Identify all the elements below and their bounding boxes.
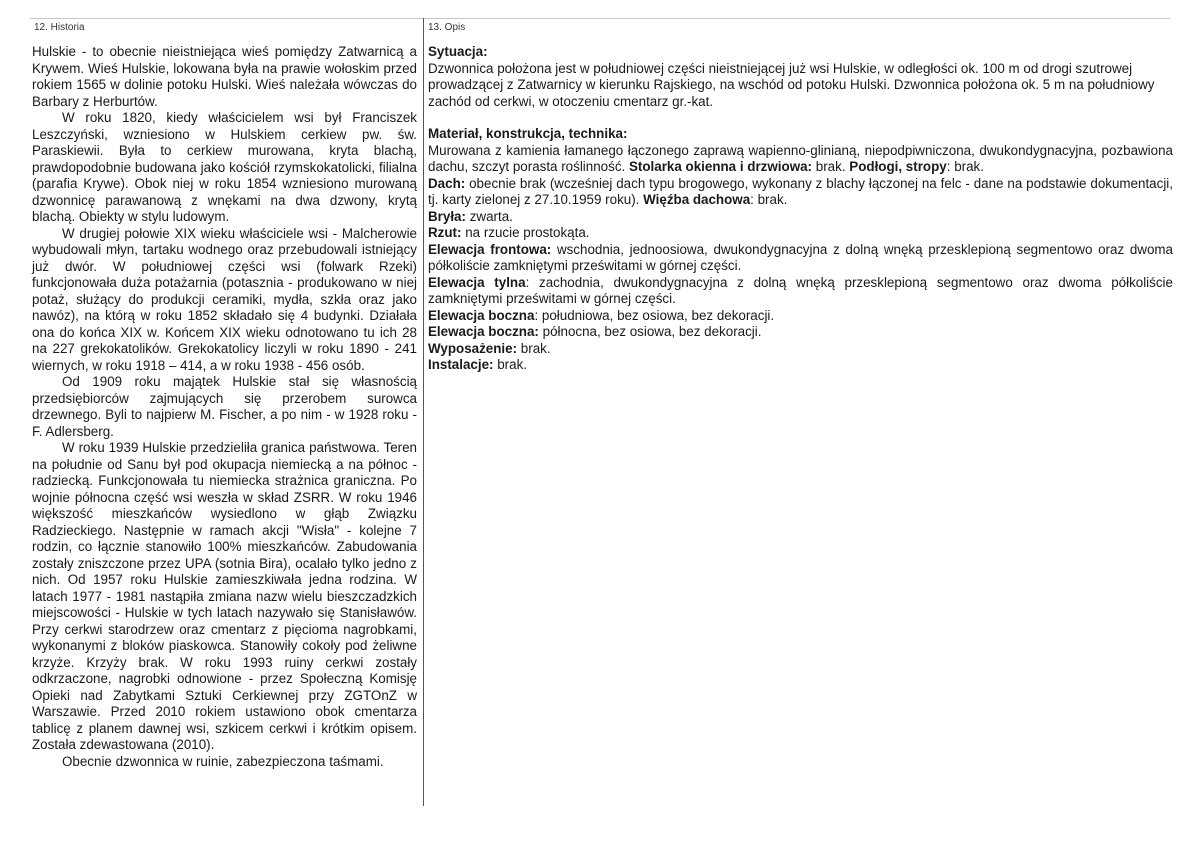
equipment-entry: Wyposażenie: brak. <box>428 340 551 356</box>
section-header-history: 12. Historia <box>34 22 85 33</box>
rear-elevation-entry: Elewacja tylna: zachodnia, dwukondygnacyjna z dolną wnęką przesklepioną segmentowo oraz dwoma półkoliście zamkniętymi prześwitami w górnej części. <box>428 274 1173 306</box>
roof-entry: Dach: obecnie brak (wcześniej dach typu brogowego, wykonany z blachy łączonej na felc - dane na podstawie dokumentacji, tj. karty zielonej z 27.10.1959 roku). Więźba dachowa: brak. <box>428 175 1173 207</box>
floors-text: : brak. <box>946 159 984 174</box>
section-header-description: 13. Opis <box>428 22 466 33</box>
joinery-label: Stolarka okienna i drzwiowa: <box>628 159 813 174</box>
top-rule <box>30 18 1170 19</box>
floors-label: Podłogi, stropy <box>849 159 947 174</box>
situation-heading: Sytuacja: <box>428 44 488 59</box>
truss-label: Więźba dachowa <box>643 192 751 207</box>
plan-entry: Rzut: na rzucie prostokąta. <box>428 225 590 240</box>
side-elevation-north-entry: Elewacja boczna: północna, bez osiowa, bez dekoracji. <box>428 324 762 339</box>
history-paragraph: Hulskie - to obecnie nieistniejąca wieś pomiędzy Zatwarnicą a Krywem. Wieś Hulskie, lokowana była na prawie wołoskim przed rokiem 1565 w dolinie potoku Hulski. Wieś należała wówczas do Barbary z Herburtów. <box>32 44 417 109</box>
column-divider <box>423 18 424 806</box>
history-paragraph: Obecnie dzwonnica w ruinie, zabezpieczona taśmami. <box>62 753 384 769</box>
history-paragraph: W roku 1939 Hulskie przedzieliła granica państwowa. Teren na południe od Sanu był pod okupacja niemiecką a na północ - radziecką. Funkcjonowała tu niemiecka strażnica graniczna. Po wojnie północna część wsi weszła w skład ZSRR. W roku 1946 większość mieszkańców wysiedlono w głąb Związku Radzieckiego. Następnie w ramach akcji "Wisła" - kolejne 7 rodzin, co łącznie stanowiło 100% mieszkańców. Zabudowania zostały zniszczone przez UPA (sotnia Bira), ocalało tylko jedno z nich. Od 1957 roku Hulskie zamieszkiwała jedna rodzina. W latach 1977 - 1981 nastąpiła zmiana nazw wielu bieszczadzkich miejscowości - Hulskie w tych latach nazywało się Stanisławów. Przy cerkwi starodrzew oraz cmentarz z pięcioma nagrobkami, wykonanymi z bloków piaskowca. Stanowiły cokoły pod żeliwne krzyże. Krzyży brak. W roku 1993 ruiny cerkwi zostały odkrzaczone, nagrobki odnowione - przez Społeczną Komisję Opieki nad Zabytkami Sztuki Cerkiewnej przy ZGTOnZ w Warszawie. Przed 2010 rokiem ustawiono obok cmentarza tablicę z planem dawnej wsi, szkicem cerkwi i krótkim opisem. Została zdewastowana (2010). <box>32 440 417 752</box>
history-paragraph: Od 1909 roku majątek Hulskie stał się własnością przedsiębiorców zajmujących się przerobem surowca drzewnego. Byli to najpierw M. Fischer, a po nim - w 1928 roku - F. Adlersberg. <box>32 374 417 439</box>
front-elevation-entry: Elewacja frontowa: wschodnia, jednoosiowa, dwukondygnacyjna z dolną wnęką przesklepioną segmentowo oraz dwoma półkoliście zamkniętymi prześwitami w górnej części. <box>428 241 1173 273</box>
side-elevation-south-entry: Elewacja boczna: południowa, bez osiowa, bez dekoracji. <box>428 307 775 323</box>
history-column <box>32 44 417 770</box>
history-paragraph: W drugiej połowie XIX wieku właściciele wsi - Malcherowie wybudowali młyn, tartaku wodnego oraz przebudowali istniejący już dwór. W południowej części wsi (folwark Rzeki) funkcjonowała duża potażarnia (potasznia - produkowano w niej potaż, służący do produkcji ceramiki, mydła, szkła oraz jako nawóz), na którą w roku 1852 składało się 4 budynki. Działała ona do końca XIX w. Końcem XIX wieku odnotowano tu ich 28 na 227 grekokatolików. Grekokatolicy liczyli w roku 1890 - 241 wiernych, w roku 1918 – 414, a w roku 1938 - 456 osób. <box>32 225 417 373</box>
installations-entry: Instalacje: brak. <box>428 357 528 372</box>
history-paragraph: W roku 1820, kiedy właścicielem wsi był Franciszek Leszczyński, wzniesiono w Hulskiem cerkiew pw. św. Paraskiewii. Była to cerkiew murowana, kryta blachą, prawdopodobnie budowana jako kościół rzymskokatolicki, filialna (parafia Krywe). Obok niej w roku 1854 wzniesiono murowaną dzwonnicę parawanową z wnękami na dwa dzwony, krytą blachą. Obiekty w stylu ludowym. <box>32 110 417 224</box>
mass-entry: Bryła: zwarta. <box>428 208 513 224</box>
description-column <box>428 44 1173 374</box>
situation-text: Dzwonnica położona jest w południowej części nieistniejącej już wsi Hulskie, w odległości ok. 100 m od drogi szutrowej prowadzącej z Zatwarnicy w kierunku Rajskiego, na wschód od potoku Hulski. Dzwonnica położona ok. 5 m na południowy zachód od cerkwi, w otoczeniu cmentarz gr.-kat. <box>428 60 1155 109</box>
truss-text: : brak. <box>750 192 788 207</box>
material-text: Murowana z kamienia łamanego łączonego zaprawą wapienno-glinianą, niepodpiwniczona, dwukondygnacyjna, pozbawiona dachu, szczyt porasta roślinność. Stolarka okienna i drzwiowa: brak. Podłogi, stropy: brak. <box>428 142 1173 174</box>
material-heading: Materiał, konstrukcja, technika: <box>428 126 628 141</box>
joinery-text: brak. <box>815 159 846 174</box>
